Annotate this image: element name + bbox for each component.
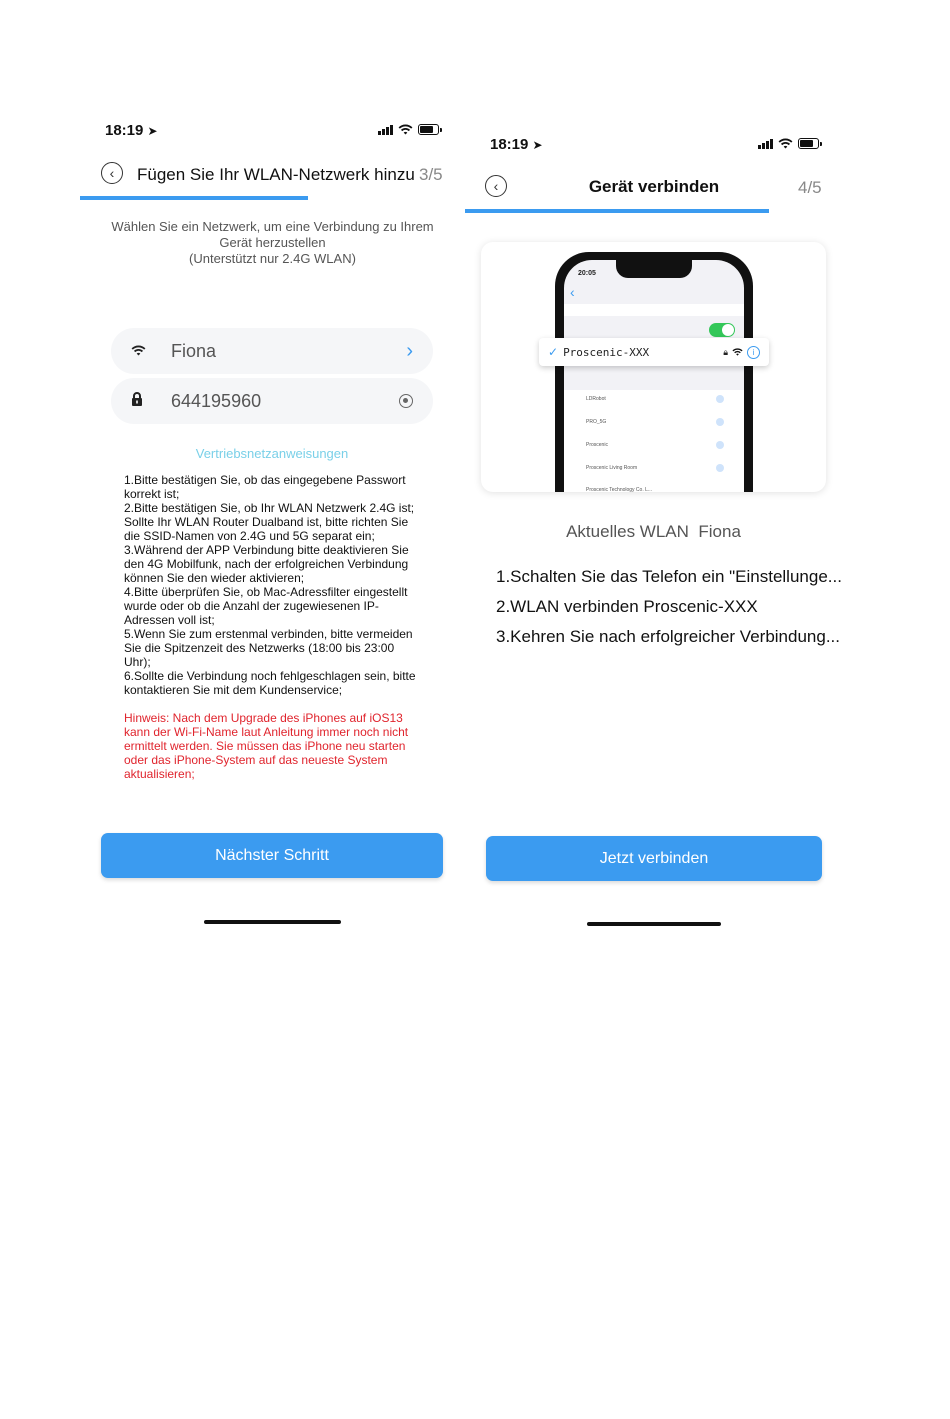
phone-back-icon: ‹ [570, 284, 575, 300]
instruction-item: 1.Bitte bestätigen Sie, ob das eingegebene Passwort korrekt ist; [124, 473, 406, 501]
wifi-toggle-icon [709, 323, 735, 337]
subtitle-line: (Unterstützt nur 2.4G WLAN) [189, 251, 356, 266]
phone-illustration [555, 252, 753, 492]
network-list-item: LDRobot [586, 396, 606, 402]
battery-icon [798, 138, 819, 149]
current-wlan [481, 522, 826, 542]
info-icon: i [747, 346, 760, 359]
wifi-status-icon [398, 124, 413, 135]
home-indicator [587, 922, 721, 926]
chevron-right-icon: › [406, 339, 413, 362]
chevron-left-icon: ‹ [109, 165, 115, 181]
network-list-item: Proscenic [586, 442, 608, 448]
step-indicator: 4/5 [798, 178, 822, 197]
password-field[interactable] [111, 378, 433, 424]
checkmark-icon: ✓ [548, 345, 559, 359]
connect-steps [496, 562, 846, 652]
instruction-item: 3.Während der APP Verbindung bitte deaktivieren Sie den 4G Mobilfunk, nach der erfolgreichen Verbindung können Sie den wieder aktivieren; [124, 543, 409, 585]
lock-icon [131, 392, 159, 411]
back-button[interactable] [101, 162, 123, 184]
phone-screen [564, 260, 744, 492]
lock-icon: 🔒︎ [723, 346, 728, 357]
location-arrow-icon: ➤ [147, 124, 158, 138]
network-name: Proscenic-XXX [563, 345, 650, 359]
phone-time: 20:05 [578, 270, 596, 277]
eye-icon[interactable] [399, 394, 413, 408]
instruction-item: 4.Bitte überprüfen Sie, ob Mac-Adressfilter eingestellt wurde oder ob die Anzahl der zugewiesenen IP-Adressen voll ist; [124, 585, 408, 627]
selected-network-row [539, 338, 769, 366]
location-arrow-icon: ➤ [532, 138, 543, 152]
step-item: 2.WLAN verbinden Proscenic-XXX [496, 597, 758, 616]
battery-icon [418, 124, 439, 135]
network-list-item: PRO_5G [586, 419, 607, 425]
network-list-item: Proscenic Living Room [586, 465, 638, 471]
subtitle-line: Wählen Sie ein Netzwerk, um eine Verbindung zu Ihrem [111, 219, 434, 234]
step-item: 1.Schalten Sie das Telefon ein "Einstellunge... [496, 567, 842, 586]
step-item: 3.Kehren Sie nach erfolgreicher Verbindung... [496, 627, 841, 646]
illustration-card [481, 242, 826, 492]
status-icons [758, 138, 819, 149]
next-step-button[interactable]: Nächster Schritt [101, 833, 443, 878]
connect-now-button[interactable]: Jetzt verbinden [486, 836, 822, 881]
wifi-select-field[interactable] [111, 328, 433, 374]
status-time: 18:19 ➤ [105, 122, 158, 139]
page-title: Fügen Sie Ihr WLAN-Netzwerk hinzu [137, 165, 415, 184]
chevron-left-icon: ‹ [493, 178, 499, 194]
phone-network-list [564, 390, 744, 492]
page-title: Gerät verbinden [588, 177, 720, 196]
wifi-icon [131, 343, 159, 360]
wifi-icon [732, 348, 743, 356]
phone-divider [564, 304, 744, 316]
ios13-hint: Hinweis: Nach dem Upgrade des iPhones auf iOS13 kann der Wi-Fi-Name laut Anleitung immer noch nicht ermittelt werden. Sie müssen das iPhone neu starten oder das iPhone-System auf das neueste System aktualisieren; [124, 711, 409, 781]
instruction-item: 6.Sollte die Verbindung noch fehlgeschlagen sein, bitte kontaktieren Sie mit dem Kundenservice; [124, 669, 416, 697]
instruction-item: 2.Bitte bestätigen Sie, ob Ihr WLAN Netzwerk 2.4G ist; Sollte Ihr WLAN Router Dualband ist, bitte richten Sie die SSID-Namen von 2.4G und 5G separat ein; [124, 501, 415, 543]
signal-icon [758, 139, 773, 149]
subtitle-line: Gerät herzustellen [219, 235, 326, 250]
instruction-item: 5.Wenn Sie zum erstenmal verbinden, bitte vermeiden Sie die Spitzenzeit des Netzwerks (18:00 bis 23:00 Uhr); [124, 627, 413, 669]
status-icons [378, 124, 439, 135]
step-indicator: 3/5 [419, 165, 443, 184]
current-wlan-value: Fiona [698, 522, 741, 541]
progress-fill [465, 209, 769, 213]
password-value: 644195960 [171, 390, 262, 411]
wifi-name: Fiona [171, 340, 217, 361]
network-list-item: Proscenic Technology Co. L... [586, 487, 653, 492]
wifi-status-icon [778, 138, 793, 149]
status-time: 18:19 ➤ [490, 136, 543, 153]
network-instructions-link[interactable]: Vertriebsnetzanweisungen [195, 446, 349, 461]
signal-icon [378, 125, 393, 135]
back-button[interactable] [485, 175, 507, 197]
progress-bar [80, 196, 460, 200]
home-indicator [204, 920, 341, 924]
progress-bar [465, 209, 845, 213]
current-wlan-label: Aktuelles WLAN [566, 522, 689, 541]
phone-notch [616, 260, 692, 278]
subtitle [95, 219, 450, 267]
instructions-list [124, 473, 424, 697]
progress-fill [80, 196, 308, 200]
